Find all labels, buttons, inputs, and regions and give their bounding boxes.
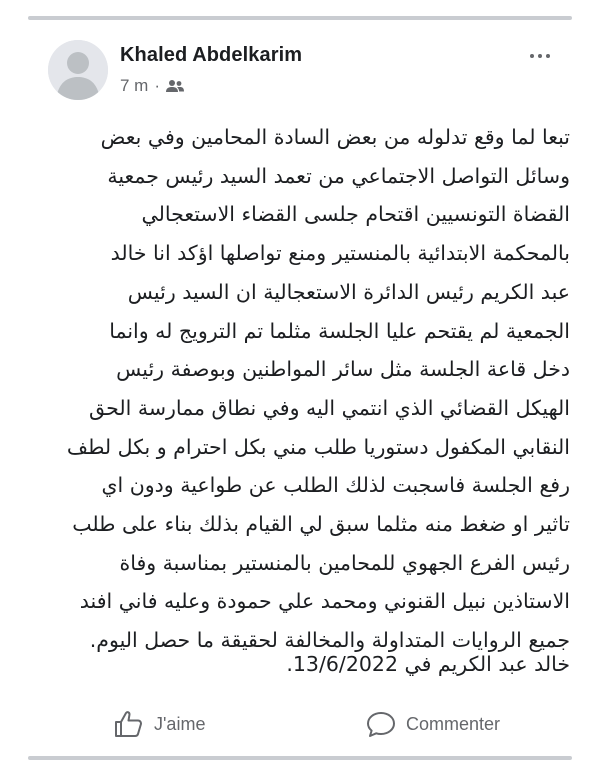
comment-button[interactable] [366, 702, 500, 746]
thumbs-up-icon [114, 710, 144, 738]
avatar[interactable] [48, 40, 108, 100]
post-signature: خالد عبد الكريم في 13/6/2022. [286, 652, 570, 676]
post-actions [0, 702, 600, 746]
post-text: تبعا لما وقع تدلوله من بعض السادة المحامين وفي بعض وسائل التواصل الاجتماعي من تعمد السيد رئيس جمعية القضاة التونسيين اقتحام جلسى القضاء الاستعجالي بالمحكمة الابتدائية بالمنستير ومنع تواصلها اؤكد انا خالد عبد الكريم رئيس الدائرة الاستعجالية ان السيد رئيس الجمعية لم يقتحم عليا الجلسة مثلما تم الترويج له وانما دخل قاعة الجلسة مثل سائر المواطنين وبوصفة رئيس الهيكل القضائي الذي انتمي اليه وفي نطاق ممارسة الحق النقابي المكفول دستوريا طلب مني بكل احترام و بكل لطف رفع الجلسة فاسجبت لذلك الطلب عن طواعية ودون اي تاثير او ضغط منه مثلما سبق لي القيام بذلك بناء على طلب رئيس الفرع الجهوي للمحامين بالمنستير بمناسبة وفاة الاستاذين نبيل القنوني ومحمد علي حمودة وعليه فاني افند جميع الروايات المتداولة والمخالفة لحقيقة ما حصل اليوم. [66, 125, 570, 653]
default-avatar-icon [48, 40, 108, 100]
like-button[interactable] [114, 702, 205, 746]
more-options-button[interactable] [524, 46, 556, 66]
more-dots-icon [530, 54, 534, 58]
meta-separator: · [154, 76, 161, 95]
bottom-divider [28, 756, 572, 760]
friends-icon [166, 79, 184, 93]
top-divider [28, 16, 572, 20]
like-label: J'aime [154, 713, 206, 734]
post-time[interactable]: 7 m [120, 76, 149, 95]
post-meta [120, 76, 184, 96]
author-name[interactable]: Khaled Abdelkarim [120, 44, 303, 66]
post-header [48, 40, 560, 104]
comment-label: Commenter [406, 713, 501, 734]
comment-bubble-icon [366, 710, 396, 738]
